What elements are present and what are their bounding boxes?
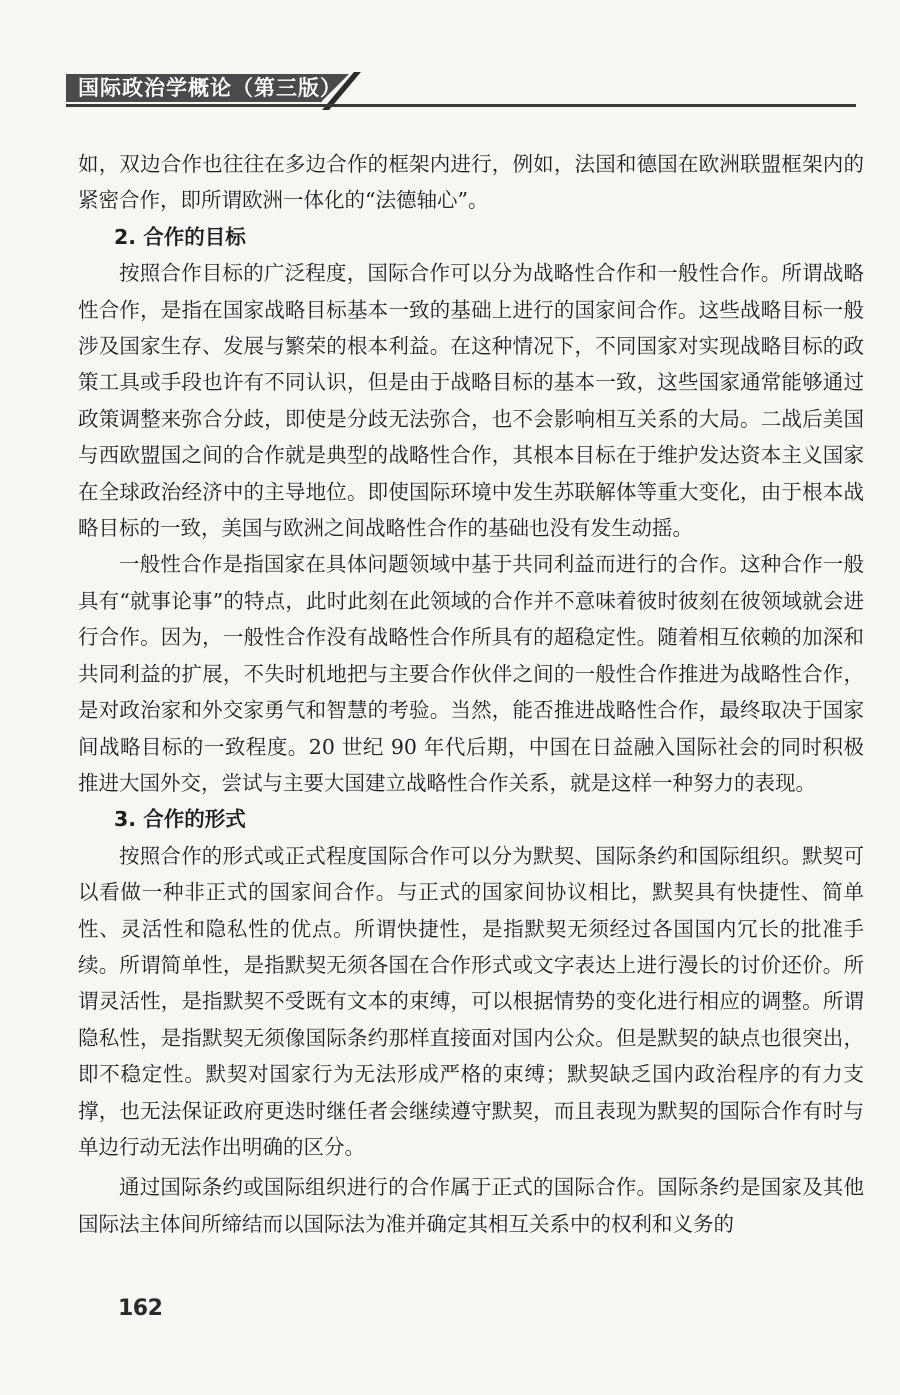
body-text	[78, 146, 864, 1242]
paragraph-continued: 如，双边合作也往往在多边合作的框架内进行，例如，法国和德国在欧洲联盟框架内的紧密合作，即所谓欧洲一体化的“法德轴心”。	[78, 152, 864, 213]
paragraph-general-cooperation: 一般性合作是指国家在具体问题领域中基于共同利益而进行的合作。这种合作一般具有“就事论事”的特点，此时此刻在此领域的合作并不意味着彼时彼刻在彼领域就会进行合作。因为，一般性合作没有战略性合作所具有的超稳定性。随着相互依赖的加深和共同利益的扩展，不失时机地把与主要合作伙伴之间的一般性合作推进为战略性合作，是对政治家和外交家勇气和智慧的考验。当然，能否推进战略性合作，最终取决于国家间战略目标的一致程度。20 世纪 90 年代后期，中国在日益融入国际社会的同时积极推进大国外交，尝试与主要大国建立战略性合作关系，就是这样一种努力的表现。	[78, 552, 864, 795]
paragraph-tacit-agreement: 按照合作的形式或正式程度国际合作可以分为默契、国际条约和国际组织。默契可以看做一种非正式的国家间合作。与正式的国家间协议相比，默契具有快捷性、简单性、灵活性和隐私性的优点。所谓快捷性，是指默契无须经过各国国内冗长的批准手续。所谓简单性，是指默契无须各国在合作形式或文字表达上进行漫长的讨价还价。所谓灵活性，是指默契不受既有文本的束缚，可以根据情势的变化进行相应的调整。所谓隐私性，是指默契无须像国际条约那样直接面对国内公众。但是默契的缺点也很突出，即不稳定性。默契对国家行为无法形成严格的束缚；默契缺乏国内政治程序的有力支撑，也无法保证政府更迭时继任者会继续遵守默契，而且表现为默契的国际合作有时与单边行动无法作出明确的区分。	[78, 843, 864, 1159]
running-header	[66, 70, 856, 110]
book-title: 国际政治学概论（第三版）	[78, 75, 342, 100]
paragraph-strategic-cooperation: 按照合作目标的广泛程度，国际合作可以分为战略性合作和一般性合作。所谓战略性合作，是指在国家战略目标基本一致的基础上进行的国家间合作。这些战略目标一般涉及国家生存、发展与繁荣的根本利益。在这种情况下，不同国家对实现战略目标的政策工具或手段也许有不同认识，但是由于战略目标的基本一致，这些国家通常能够通过政策调整来弥合分歧，即使是分歧无法弥合，也不会影响相互关系的大局。二战后美国与西欧盟国之间的合作就是典型的战略性合作，其根本目标在于维护发达资本主义国家在全球政治经济中的主导地位。即使国际环境中发生苏联解体等重大变化，由于根本战略目标的一致，美国与欧洲之间战略性合作的基础也没有发生动摇。	[78, 261, 864, 541]
header-rule	[66, 104, 856, 107]
page-number: 162	[118, 1296, 163, 1321]
paragraph-formal-cooperation: 通过国际条约或国际组织进行的合作属于正式的国际合作。国际条约是国家及其他国际法主体间所缔结而以国际法为准并确定其相互关系中的权利和义务的	[78, 1175, 864, 1236]
section-heading-forms: 3. 合作的形式	[114, 807, 246, 832]
section-heading-goals: 2. 合作的目标	[114, 224, 246, 249]
